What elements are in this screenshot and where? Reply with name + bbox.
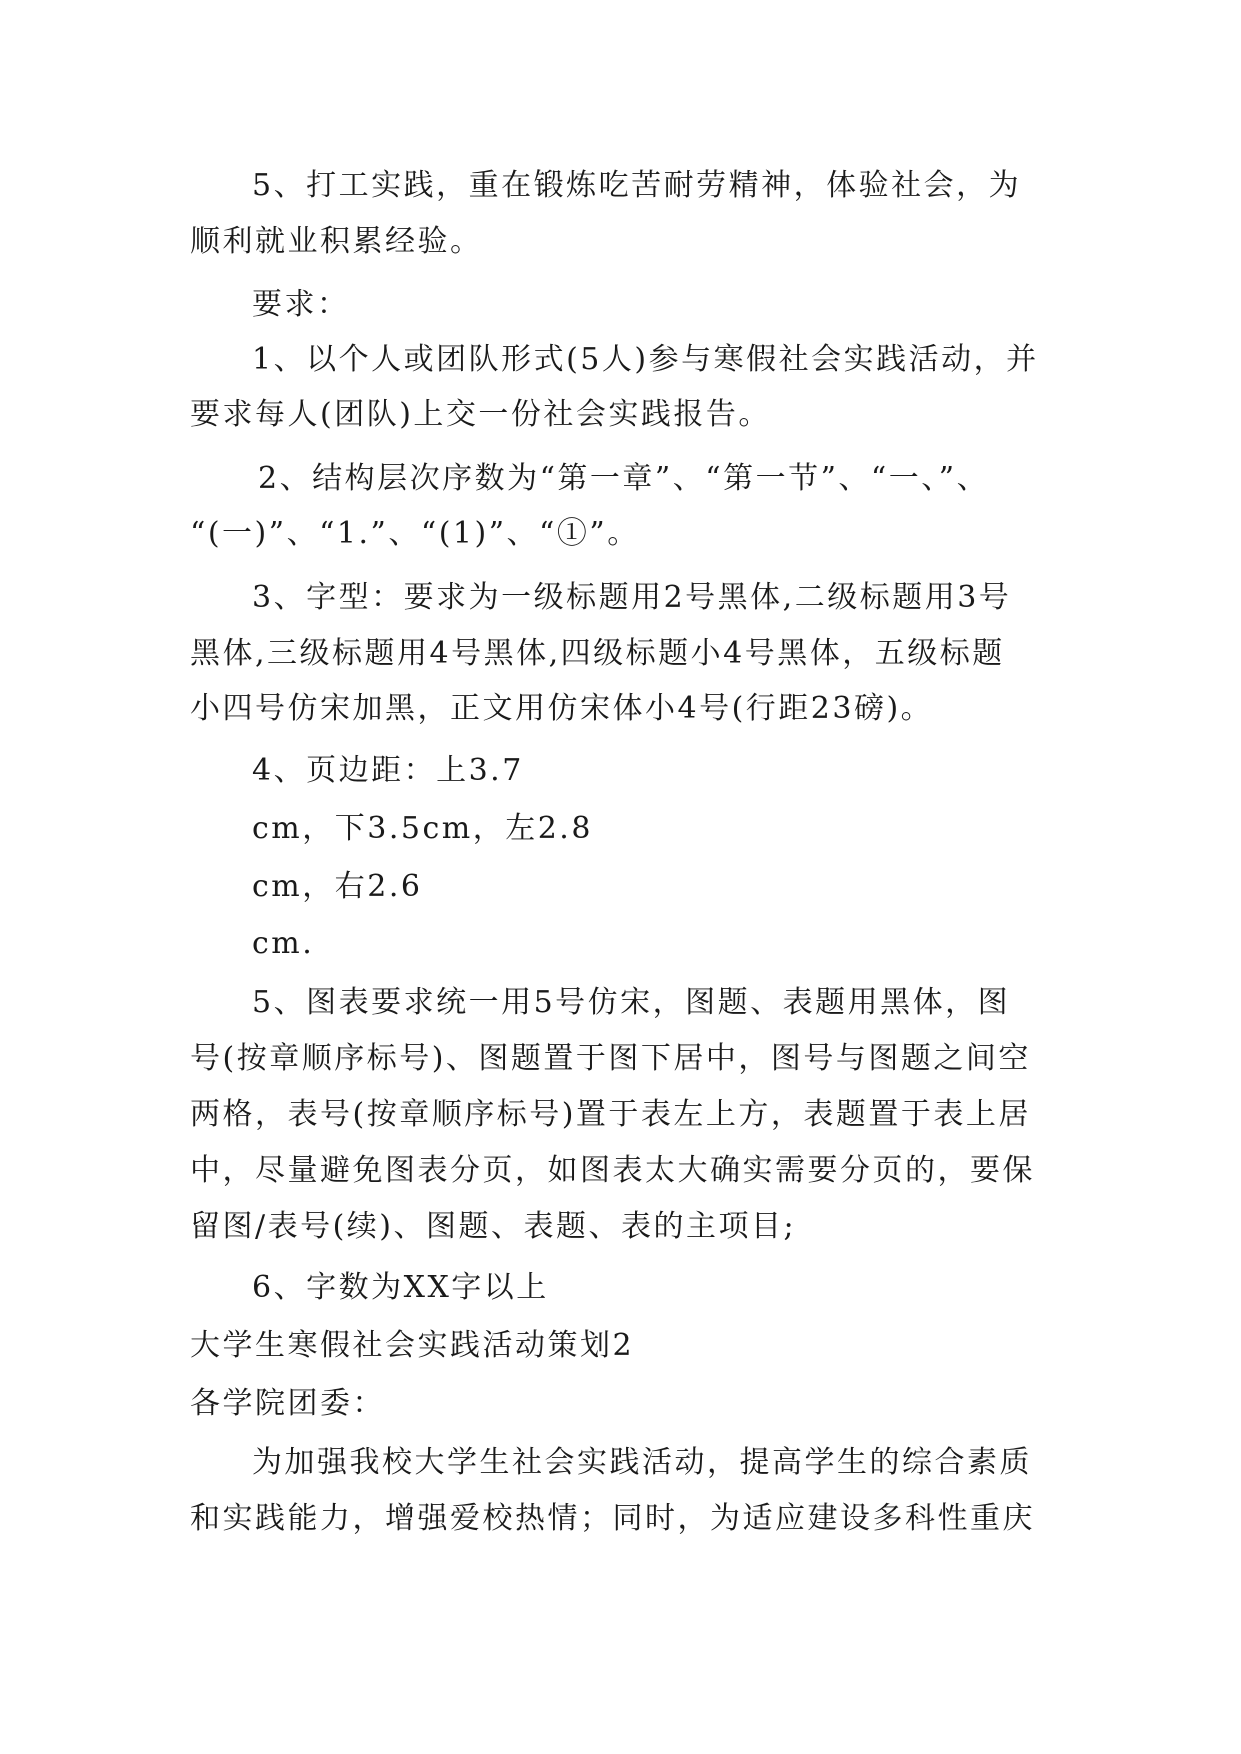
text-line: 和实践能力，增强爱校热情；同时，为适应建设多科性重庆 [190,1501,1035,1536]
text-line: 留图/表号(续)、图题、表题、表的主项目; [190,1209,797,1244]
text-line: 小四号仿宋加黑，正文用仿宋体小4号(行距23磅)。 [190,691,934,726]
text-line: 2、结构层次序数为“第一章”、“第一节”、“一、”、 [258,461,990,496]
text-line: 3、字型：要求为一级标题用2号黑体,二级标题用3号 [252,580,1012,615]
text-line: 为加强我校大学生社会实践活动，提高学生的综合素质 [252,1445,1032,1480]
section-title: 大学生寒假社会实践活动策划2 [190,1328,635,1363]
text-line: 两格，表号(按章顺序标号)置于表左上方，表题置于表上居 [190,1097,1031,1132]
text-line: 4、页边距：上3.7 [252,753,524,788]
text-line: 黑体,三级标题用4号黑体,四级标题小4号黑体，五级标题 [190,636,1005,671]
text-line: cm. [252,926,315,961]
text-line: 1、以个人或团队形式(5人)参与寒假社会实践活动，并 [252,342,1039,377]
text-line: 要求： [252,287,350,322]
text-line: 6、字数为XX字以上 [252,1270,549,1305]
text-line: 5、图表要求统一用5号仿宋，图题、表题用黑体，图 [252,985,1011,1020]
text-line: cm，右2.6 [252,869,423,904]
text-line: 中，尽量避免图表分页，如图表太大确实需要分页的，要保 [190,1153,1035,1188]
text-line: “(一)”、“1.”、“(1)”、“①”。 [190,516,640,551]
text-line: 要求每人(团队)上交一份社会实践报告。 [190,397,771,432]
text-line: 顺利就业积累经验。 [190,224,483,259]
text-line: 号(按章顺序标号)、图题置于图下居中，图号与图题之间空 [190,1041,1031,1076]
salutation: 各学院团委： [190,1386,385,1421]
text-line: 5、打工实践，重在锻炼吃苦耐劳精神，体验社会，为 [252,168,1022,203]
text-line: cm，下3.5cm，左2.8 [252,811,593,846]
